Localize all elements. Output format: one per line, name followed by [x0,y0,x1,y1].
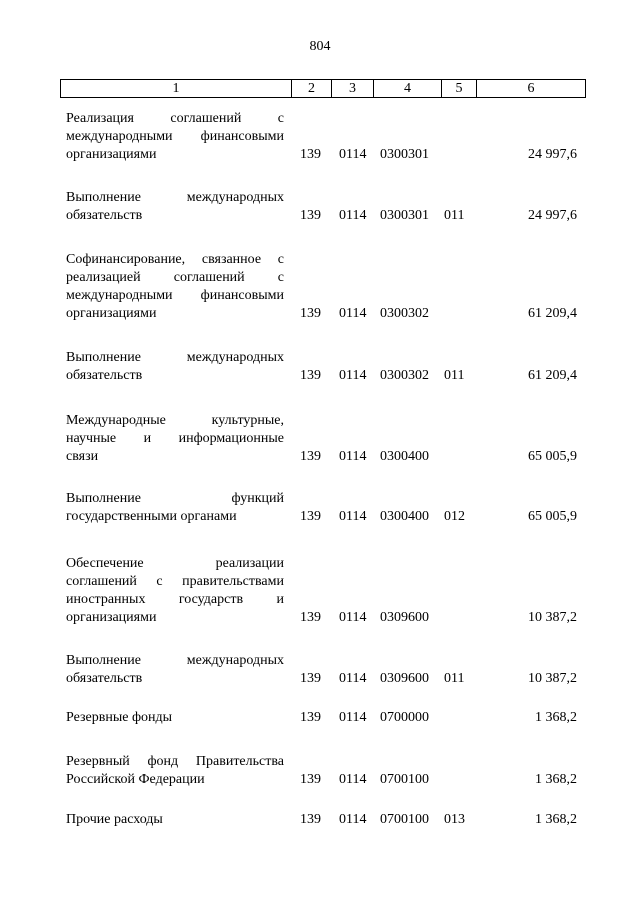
header-col-2: 2 [292,80,332,97]
row-col-2: 139 [300,208,321,223]
row-name-line: Выполнение международных [66,190,284,205]
row-col-5: 012 [444,509,465,524]
row-col-4: 0309600 [380,610,429,625]
row-col-6: 65 005,9 [528,449,577,464]
row-col-2: 139 [300,671,321,686]
row-col-4: 0300302 [380,368,429,383]
row-col-3: 0114 [339,306,367,321]
row-col-4: 0300400 [380,449,429,464]
row-col-2: 139 [300,306,321,321]
row-name-line: Прочие расходы [66,812,163,827]
row-col-6: 61 209,4 [528,306,577,321]
row-name-line: иностранных государств и [66,592,284,607]
header-col-3: 3 [332,80,374,97]
row-col-4: 0700100 [380,772,429,787]
row-name-line: Выполнение функций [66,491,284,506]
row-col-3: 0114 [339,610,367,625]
row-name-line: организациями [66,306,157,321]
row-col-6: 65 005,9 [528,509,577,524]
row-col-3: 0114 [339,368,367,383]
row-col-4: 0309600 [380,671,429,686]
row-col-6: 1 368,2 [535,772,577,787]
row-col-2: 139 [300,368,321,383]
row-name-line: Международные культурные, [66,413,284,428]
row-name-line: международными финансовыми [66,129,284,144]
row-name-line: обязательств [66,671,143,686]
row-name-line: соглашений с правительствами [66,574,284,589]
row-col-2: 139 [300,772,321,787]
header-col-4: 4 [374,80,442,97]
row-name-line: обязательств [66,208,143,223]
header-col-1: 1 [61,80,292,97]
table-header [60,79,586,98]
row-col-3: 0114 [339,147,367,162]
row-name-line: организациями [66,147,157,162]
row-col-6: 1 368,2 [535,812,577,827]
row-col-2: 139 [300,812,321,827]
row-col-3: 0114 [339,208,367,223]
row-name [66,412,284,466]
row-col-3: 0114 [339,710,367,725]
row-name-line: Выполнение международных [66,350,284,365]
row-name-line: Реализация соглашений с [66,111,284,126]
row-col-3: 0114 [339,509,367,524]
row-name [66,189,284,225]
row-name [66,709,284,727]
row-col-6: 24 997,6 [528,208,577,223]
row-name [66,251,284,323]
row-col-5: 013 [444,812,465,827]
row-name-line: государственными органами [66,509,237,524]
row-col-5: 011 [444,368,465,383]
row-name-line: Выполнение международных [66,653,284,668]
row-name-line: Обеспечение реализации [66,556,284,571]
row-col-5: 011 [444,671,465,686]
row-col-4: 0300302 [380,306,429,321]
row-col-6: 1 368,2 [535,710,577,725]
row-name-line: научные и информационные [66,431,284,446]
row-name [66,753,284,789]
row-col-4: 0700000 [380,710,429,725]
page-number: 804 [309,39,331,54]
row-name [66,652,284,688]
row-col-4: 0300301 [380,208,429,223]
header-col-6: 6 [527,81,535,96]
row-name-line: организациями [66,610,157,625]
row-name-line: Резервный фонд Правительства [66,754,284,769]
row-col-3: 0114 [339,449,367,464]
row-name-line: реализацией соглашений с [66,270,284,285]
row-name [66,811,284,829]
header-col-5: 5 [442,80,477,97]
row-col-2: 139 [300,710,321,725]
row-name-line: Российской Федерации [66,772,205,787]
row-col-6: 10 387,2 [528,610,577,625]
row-name-line: Софинансирование, связанное с [66,252,284,267]
row-name-line: международными финансовыми [66,288,284,303]
row-col-4: 0300301 [380,147,429,162]
row-col-2: 139 [300,509,321,524]
row-name [66,349,284,385]
row-col-2: 139 [300,610,321,625]
row-name-line: Резервные фонды [66,710,173,725]
row-name [66,555,284,627]
row-col-4: 0300400 [380,509,429,524]
row-col-6: 61 209,4 [528,368,577,383]
row-col-3: 0114 [339,812,367,827]
row-col-3: 0114 [339,671,367,686]
row-name [66,110,284,164]
row-name [66,490,284,526]
row-col-3: 0114 [339,772,367,787]
row-col-4: 0700100 [380,812,429,827]
row-col-2: 139 [300,449,321,464]
row-col-2: 139 [300,147,321,162]
row-name-line: обязательств [66,368,143,383]
row-col-5: 011 [444,208,465,223]
row-col-6: 24 997,6 [528,147,577,162]
row-col-6: 10 387,2 [528,671,577,686]
row-name-line: связи [66,449,99,464]
